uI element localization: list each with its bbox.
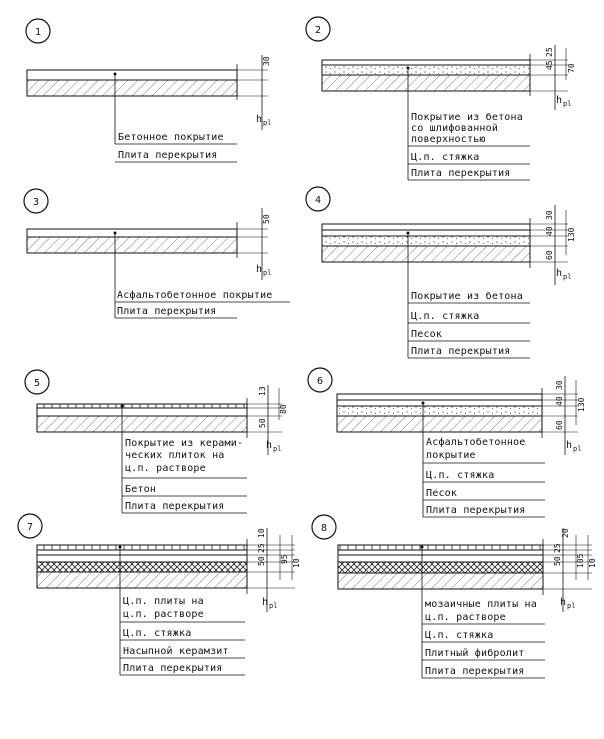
asphalt-concrete-layer xyxy=(337,394,542,400)
detail-number: 1 xyxy=(34,27,42,38)
slab-thickness-label: h xyxy=(256,114,263,125)
layer-label: Ц.п. стяжка xyxy=(425,630,494,641)
detail-7 xyxy=(18,514,301,675)
dimension-value: 30 xyxy=(545,210,554,220)
dimension-value: 13 xyxy=(258,386,267,396)
svg-text:pl: pl xyxy=(563,100,572,108)
layer-label: Ц.п. стяжка xyxy=(411,152,480,163)
layer-label: поверхностью xyxy=(411,134,486,145)
layer-label: ц.п. растворе xyxy=(123,609,204,620)
dimension-value: 30 xyxy=(262,56,271,66)
detail-3 xyxy=(24,189,290,318)
dimension-value: 50 xyxy=(553,556,562,566)
svg-text:pl: pl xyxy=(263,119,272,127)
dimension-value: 25 xyxy=(545,47,554,57)
detail-number: 2 xyxy=(314,25,322,36)
screed-layer xyxy=(337,400,542,406)
svg-text:pl: pl xyxy=(269,602,278,610)
layer-label: Плита перекрытия xyxy=(118,150,218,161)
dimension-value: 50 xyxy=(257,556,266,566)
dimension-value: 40 xyxy=(555,396,564,406)
dimension-value: 10 xyxy=(588,558,597,568)
dimension-value: 40 xyxy=(545,226,554,236)
dimension-value: 130 xyxy=(577,397,586,412)
mosaic-tile-layer xyxy=(338,545,543,550)
layer-label: Ц.п. стяжка xyxy=(426,470,495,481)
layer-label: ческих плиток на xyxy=(125,450,225,461)
layer-label: покрытие xyxy=(426,450,476,461)
detail-number: 7 xyxy=(26,522,34,533)
svg-text:pl: pl xyxy=(573,445,582,453)
detail-number: 5 xyxy=(33,378,41,389)
floor-slab-layer xyxy=(27,237,237,253)
detail-number: 6 xyxy=(316,376,324,387)
detail-1 xyxy=(26,19,271,162)
ceramic-tile-layer xyxy=(37,404,247,408)
layer-label: Бетон xyxy=(125,484,157,495)
floor-slab-layer xyxy=(322,75,530,91)
detail-5 xyxy=(25,370,288,513)
svg-text:pl: pl xyxy=(567,602,576,610)
slab-thickness-label: h xyxy=(556,268,563,279)
svg-text:pl: pl xyxy=(273,445,282,453)
dimension-value: 45 xyxy=(545,60,554,70)
layer-label: Ц.п. стяжка xyxy=(411,311,480,322)
layer-label: Асфальтобетонное покрытие xyxy=(117,290,273,301)
detail-4 xyxy=(306,187,576,358)
dimension-value: 105 xyxy=(576,553,585,568)
screed-layer xyxy=(37,555,247,562)
layer-label: Плита перекрытия xyxy=(411,168,511,179)
floor-slab-layer xyxy=(37,572,247,588)
layer-label: Плита перекрытия xyxy=(411,346,511,357)
concrete-topping-layer xyxy=(322,224,530,230)
layer-label: Покрытие из бетона xyxy=(411,291,523,302)
slab-thickness-label: h xyxy=(256,264,263,275)
mortar-layer xyxy=(37,550,247,555)
layer-label: Покрытие из бетона xyxy=(411,112,523,123)
slab-thickness-label: h xyxy=(560,597,567,608)
screed-layer xyxy=(338,555,543,562)
floor-slab-layer xyxy=(322,246,530,262)
layer-label: Насыпной керамзит xyxy=(123,646,229,657)
cement-tile-layer xyxy=(37,545,247,550)
dimension-value: 10 xyxy=(257,528,266,538)
screed-layer xyxy=(322,65,530,75)
layer-label: Песок xyxy=(411,329,443,340)
layer-label: Ц.п. стяжка xyxy=(123,628,192,639)
dimension-value: 20 xyxy=(561,528,570,538)
expanded-clay-layer xyxy=(37,562,247,572)
sand-layer xyxy=(337,406,542,416)
slab-thickness-label: h xyxy=(262,597,269,608)
slab-thickness-label: h xyxy=(266,440,273,451)
slab-thickness-label: h xyxy=(566,440,573,451)
layer-label: ц.п. растворе xyxy=(125,463,206,474)
dimension-value: 95 xyxy=(280,554,289,564)
detail-number: 3 xyxy=(32,197,40,208)
dimension-value: 130 xyxy=(567,227,576,242)
dimension-value: 25 xyxy=(553,543,562,553)
asphalt-concrete-layer xyxy=(27,229,237,237)
layer-label: мозаичные плиты на xyxy=(425,599,537,610)
detail-number: 4 xyxy=(314,195,322,206)
layer-label: Плита перекрытия xyxy=(426,505,526,516)
fibrolite-board-layer xyxy=(338,562,543,573)
dimension-value: 60 xyxy=(545,250,554,260)
layer-label: Плита перекрытия xyxy=(425,666,525,677)
layer-label: Плита перекрытия xyxy=(117,306,217,317)
floor-slab-layer xyxy=(37,416,247,432)
concrete-layer xyxy=(37,408,247,416)
dimension-value: 50 xyxy=(258,418,267,428)
dimension-value: 10 xyxy=(292,558,301,568)
dimension-value: 30 xyxy=(555,380,564,390)
mortar-layer xyxy=(338,550,543,555)
layer-label: Ц.п. плиты на xyxy=(123,596,204,607)
screed-layer xyxy=(322,230,530,236)
layer-label: со шлифованной xyxy=(411,123,499,134)
layer-label: ц.п. растворе xyxy=(425,612,506,623)
detail-6 xyxy=(308,368,586,517)
floor-slab-layer xyxy=(27,80,237,96)
svg-text:pl: pl xyxy=(263,269,272,277)
dimension-value: 60 xyxy=(555,420,564,430)
layer-label: Асфальтобетонное xyxy=(426,437,526,448)
dimension-value: 80 xyxy=(279,404,288,414)
sand-layer xyxy=(322,236,530,246)
layer-label: Бетонное покрытие xyxy=(118,132,224,143)
dimension-value: 25 xyxy=(257,543,266,553)
detail-number: 8 xyxy=(320,523,328,534)
layer-label: Плита перекрытия xyxy=(123,663,223,674)
layer-label: Покрытие из керами- xyxy=(125,438,244,449)
svg-text:pl: pl xyxy=(563,273,572,281)
detail-8 xyxy=(312,515,597,678)
ground-concrete-layer xyxy=(322,60,530,65)
concrete-topping-layer xyxy=(27,70,237,80)
floor-slab-layer xyxy=(338,573,543,589)
dimension-value: 70 xyxy=(567,63,576,73)
slab-thickness-label: h xyxy=(556,95,563,106)
floor-slab-layer xyxy=(337,416,542,432)
dimension-value: 50 xyxy=(262,214,271,224)
layer-label: Плитный фибролит xyxy=(425,648,525,659)
layer-label: Песок xyxy=(426,488,458,499)
layer-label: Плита перекрытия xyxy=(125,501,225,512)
detail-2 xyxy=(306,17,576,180)
